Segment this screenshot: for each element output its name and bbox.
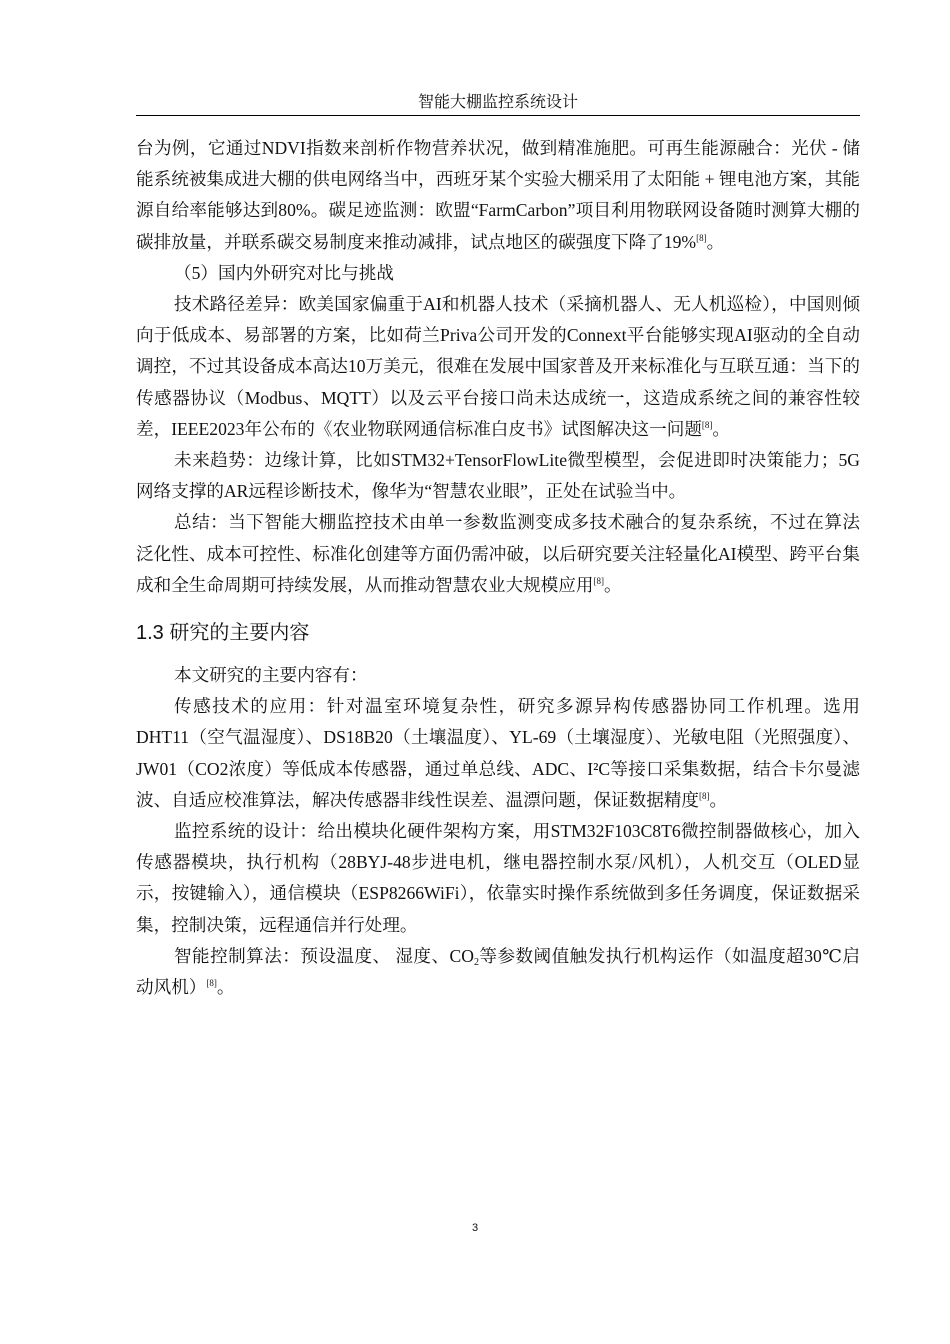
- citation: [8]: [701, 419, 713, 430]
- paragraph-end: 。: [709, 789, 728, 810]
- paragraph-end: 。: [712, 418, 731, 439]
- paragraph-future-trend: 未来趋势：边缘计算，比如STM32+TensorFlowLite微型模型，会促进即时决策能力；5G网络支撑的AR远程诊断技术，像华为“智慧农业眼”，正处在试验当中。: [136, 450, 860, 502]
- paragraph-tech-path: [136, 289, 860, 445]
- citation: [8]: [699, 790, 710, 801]
- citation: [8]: [593, 575, 604, 586]
- paragraph-text: 总结：当下智能大棚监控技术由单一参数监测变成多技术融合的复杂系统，不过在算法泛化性、成本可控性、标准化创建等方面仍需冲破，以后研究要关注轻量化AI模型、跨平台集成和全生命周期可持续发展，从而推动智慧农业大规模应用: [136, 512, 860, 595]
- paragraph-text: 传感技术的应用：针对温室环境复杂性，研究多源异构传感器协同工作机理。选用DHT11（空气温湿度）、DS18B20（土壤温度）、YL-69（土壤湿度）、光敏电阻（光照强度）、JW01（CO2浓度）等低成本传感器，通过单总线、ADC、I²C等接口采集数据，结合卡尔曼滤波、自适应校准算法，解决传感器非线性误差、温漂问题，保证数据精度: [136, 696, 860, 810]
- subheading-comparison: （5）国内外研究对比与挑战: [174, 262, 394, 283]
- paragraph-text: 台为例，它通过NDVI指数来剖析作物营养状况，做到精准施肥。可再生能源融合：光伏 - 储能系统被集成进大棚的供电网络当中，西班牙某个实验大棚采用了太阳能 + 锂电池方案，其能源自给率能够达到80%。碳足迹监测：欧盟“FarmCarbon”项目利用物联网设备随时测算大棚的碳排放量，并联系碳交易制度来推动减排，试点地区的碳强度下降了19%: [136, 138, 860, 252]
- header-rule: [136, 115, 860, 116]
- paragraph-intro: 本文研究的主要内容有：: [174, 665, 368, 686]
- running-header: 智能大棚监控系统设计: [417, 94, 578, 111]
- section-heading: 1.3 研究的主要内容: [136, 622, 310, 645]
- paragraph-renewable-carbon: [136, 133, 860, 258]
- paragraph-summary: [136, 507, 860, 601]
- paragraph-end: 。: [603, 574, 622, 595]
- paragraph-text: 技术路径差异：欧美国家偏重于AI和机器人技术（采摘机器人、无人机巡检），中国则倾向于低成本、易部署的方案，比如荷兰Priva公司开发的Connext平台能够实现AI驱动的全自动调控，不过其设备成本高达10万美元，很难在发展中国家普及开来标准化与互联互通：当下的传感器协议（Modbus、MQTT）以及云平台接口尚未达成统一，这造成系统之间的兼容性较差，IEEE2023年公布的《农业物联网通信标准白皮书》试图解决这一问题: [136, 294, 860, 439]
- citation: [8]: [206, 978, 217, 989]
- paragraph-control-algorithm: [136, 941, 860, 1003]
- subscript: 2: [473, 956, 479, 968]
- citation: [8]: [696, 232, 707, 243]
- paragraph-end: 。: [216, 977, 235, 998]
- page-body: [136, 133, 860, 1003]
- paragraph-end: 。: [706, 231, 725, 252]
- paragraph-text: 智能控制算法：预设温度、 湿度、CO: [174, 945, 474, 966]
- paragraph-sensing: [136, 691, 860, 816]
- paragraph-text-cont: 等参数阈值触发执行机构运作（如温度超30℃启动风机）: [136, 945, 860, 998]
- page-number: 3: [471, 1222, 479, 1234]
- paragraph-system-design: 监控系统的设计：给出模块化硬件架构方案，用STM32F103C8T6微控制器做核心，加入传感器模块，执行机构（28BYJ-48步进电机，继电器控制水泵/风机），人机交互（OLED显示，按键输入），通信模块（ESP8266WiFi），依靠实时操作系统做到多任务调度，保证数据采集，控制决策，远程通信并行处理。: [136, 821, 860, 935]
